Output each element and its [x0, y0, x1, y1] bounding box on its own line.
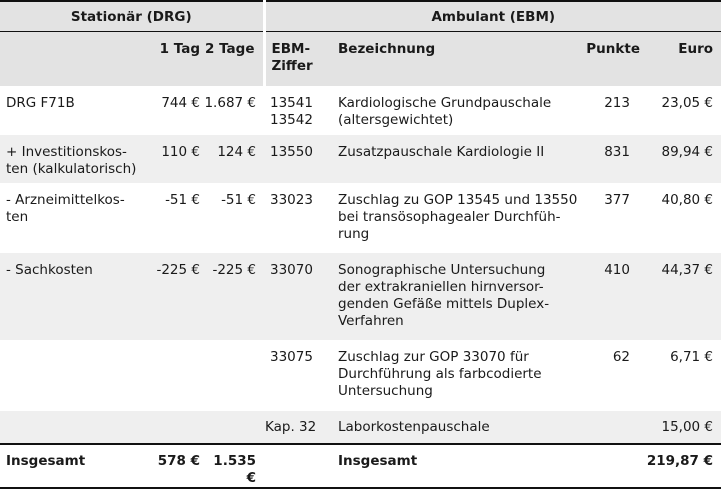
total-row [0, 444, 721, 488]
bez-line: Zuschlag zur GOP 33070 für [338, 349, 529, 365]
cell-bezeichnung [332, 411, 580, 444]
cell-bezeichnung [332, 135, 580, 183]
total-label-stationaer: Insgesamt [0, 444, 146, 488]
header-punkte: Punkte [580, 31, 644, 86]
row-label-line2: ten [6, 209, 29, 225]
row-label [0, 340, 146, 411]
row-label-line1: - Arzneimittelkos- [6, 192, 125, 208]
cell-2tage: 124 € [200, 135, 264, 183]
table-row [0, 411, 721, 444]
cell-euro: 23,05 € [661, 95, 714, 111]
bez-line: Laborkostenpauschale [338, 419, 490, 435]
cell-punkte: 213 [604, 95, 630, 111]
cell-2tage: -225 € [200, 253, 264, 340]
cell-euro: 89,94 € [644, 135, 721, 183]
header-ebm-line2: Ziffer [271, 57, 313, 74]
bez-line: Untersuchung [338, 383, 433, 399]
cell-ebm: 33023 [270, 192, 313, 208]
header-2tage: 2 Tage [200, 31, 264, 86]
header-bezeichnung: Bezeichnung [332, 31, 580, 86]
total-1tag: 578 € [146, 444, 200, 488]
header-1tag: 1 Tag [146, 31, 200, 86]
cell-bezeichnung [332, 340, 580, 411]
cell-2tage [200, 411, 264, 444]
cell-ebm: 13550 [264, 135, 332, 183]
bez-line: Durchführung als farbcodierte [338, 366, 542, 382]
cell-euro: 15,00 € [644, 411, 721, 444]
group-title-stationaer: Stationär (DRG) [0, 1, 264, 31]
bez-line: Kardiologische Grundpauschale [338, 95, 552, 111]
cell-2tage [200, 340, 264, 411]
bez-line: Zusatzpauschale Kardiologie II [338, 144, 545, 160]
group-title-ambulant: Ambulant (EBM) [264, 1, 721, 31]
cell-euro: 40,80 € [661, 192, 714, 208]
bez-line: Verfahren [338, 313, 404, 329]
cell-ebm-line1: 13541 [270, 95, 313, 111]
table-row [0, 183, 721, 253]
cell-1tag [146, 340, 200, 411]
cell-1tag: 110 € [146, 135, 200, 183]
cell-punkte [580, 411, 644, 444]
cell-1tag: -51 € [165, 192, 200, 208]
total-euro: 219,87 € [644, 444, 721, 488]
header-euro: Euro [644, 31, 721, 86]
row-label-line1: + Investitionskos- [6, 144, 127, 160]
total-2tage: 1.535 € [200, 444, 264, 488]
header-ebm [264, 31, 332, 86]
total-punkte-empty [580, 444, 644, 488]
cell-punkte: 410 [580, 253, 644, 340]
cell-euro: 6,71 € [670, 349, 714, 365]
cell-2tage: 1.687 € [204, 95, 256, 111]
cell-ebm: Kap. 32 [264, 411, 332, 444]
bez-line: Zuschlag zu GOP 13545 und 13550 [338, 192, 578, 208]
total-label-ambulant: Insgesamt [332, 444, 580, 488]
row-label-line1: DRG F71B [6, 95, 75, 111]
bez-line: bei transösophagealer Durchfüh- [338, 209, 561, 225]
bez-line: (altersgewichtet) [338, 112, 454, 128]
cell-1tag: -225 € [146, 253, 200, 340]
cell-1tag: 744 € [161, 95, 200, 111]
row-label-line2: ten (kalkulatorisch) [6, 161, 137, 177]
table-row [0, 135, 721, 183]
cell-2tage: -51 € [221, 192, 256, 208]
row-label [0, 183, 146, 253]
row-label [0, 135, 146, 183]
row-label [0, 86, 146, 135]
bez-line: der extrakraniellen hirnversor- [338, 279, 544, 295]
cell-ebm: 33075 [270, 349, 313, 365]
cell-punkte: 831 [580, 135, 644, 183]
cell-euro: 44,37 € [644, 253, 721, 340]
total-ebm-empty [264, 444, 332, 488]
row-label-line1: - Sachkosten [6, 262, 93, 278]
row-label [0, 253, 146, 340]
bez-line: rung [338, 226, 370, 242]
cell-bezeichnung [332, 183, 580, 253]
cell-bezeichnung [332, 253, 580, 340]
header-ebm-line1: EBM- [271, 40, 311, 57]
cell-ebm-line2: 13542 [270, 112, 313, 128]
table-row [0, 86, 721, 135]
table-row [0, 340, 721, 411]
table-row [0, 253, 721, 340]
cell-ebm [264, 86, 332, 135]
cell-punkte: 377 [604, 192, 630, 208]
bez-line: Sonographische Untersuchung [338, 262, 546, 278]
row-label [0, 411, 146, 444]
cell-bezeichnung [332, 86, 580, 135]
cell-punkte: 62 [612, 349, 630, 365]
bez-line: genden Gefäße mittels Duplex- [338, 296, 550, 312]
cell-1tag [146, 411, 200, 444]
header-empty [0, 31, 146, 86]
cell-ebm: 33070 [264, 253, 332, 340]
